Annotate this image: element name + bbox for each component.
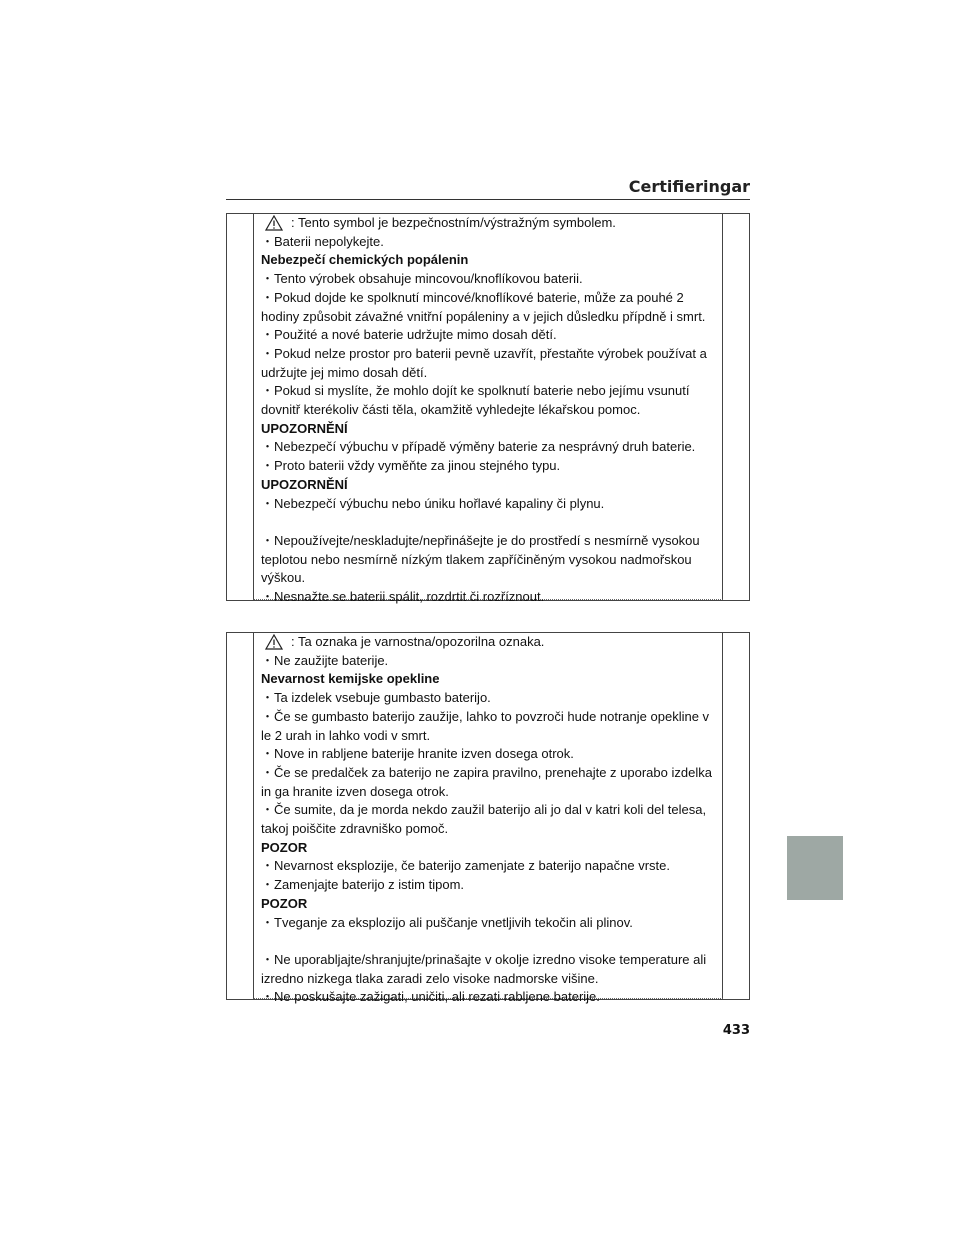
slovene-lines <box>261 652 717 1007</box>
page-number: 433 <box>722 1023 750 1038</box>
warning-line: ・Proto baterii vždy vyměňte za jinou stejného typu. <box>261 458 561 474</box>
warning-line: ・Ne zaužijte baterije. <box>261 652 389 668</box>
czech-warning-panel <box>226 213 750 605</box>
czech-warning-text <box>261 214 717 607</box>
symbol-line <box>261 214 717 233</box>
warning-line: ・Ne poskušajte zažigati, uničiti, ali rezati rabljene baterije. <box>261 989 600 1005</box>
warning-line: ・Tveganje za eksplozijo ali puščanje vnetljivih tekočin ali plinov. <box>261 914 633 930</box>
blank-line <box>261 932 717 951</box>
header-divider <box>226 199 750 200</box>
slovene-warning-panel <box>226 632 750 1005</box>
warning-line: ・Použité a nové baterie udržujte mimo dosah dětí. <box>261 327 557 343</box>
warning-line: ・Če sumite, da je morda nekdo zaužil baterijo ali jo dal v katri koli del telesa, takoj poiščite zdravniško pomoč. <box>261 802 707 837</box>
warning-line: ・Nove in rabljene baterije hranite izven dosega otrok. <box>261 746 574 762</box>
warning-triangle-icon <box>265 215 283 231</box>
warning-line: ・Nebezpečí výbuchu v případě výměny baterie za nesprávný druh baterie. <box>261 439 696 455</box>
blank-line <box>261 513 717 532</box>
warning-line: ・Nepoužívejte/neskladujte/nepřinášejte je do prostředí s nesmírně vysokou teplotou nebo nesmírně nízkým tlakem zapříčiněným vysokou nadmořskou výškou. <box>261 532 700 586</box>
warning-line: ・Ne uporabljajte/shranjujte/prinašajte v okolje izredno visoke temperature ali izredno nizkega tlaka zaradi zelo visoke nadmorske višine. <box>261 951 707 986</box>
slovene-warning-text <box>261 633 717 1007</box>
warning-line: ・Če se predalček za baterijo ne zapira pravilno, prenehajte z uporabo izdelka in ga hranite izven dosega otrok. <box>261 764 712 799</box>
warning-line: ・Pokud nelze prostor pro baterii pevně uzavřít, přestaňte výrobek používat a udržujte jej mimo dosah dětí. <box>261 345 707 380</box>
section-heading: POZOR <box>261 895 308 911</box>
symbol-line <box>261 633 717 652</box>
warning-line: ・Ta izdelek vsebuje gumbasto baterijo. <box>261 690 491 706</box>
warning-line: ・Pokud si myslíte, že mohlo dojít ke spolknutí baterie nebo jejímu vsunutí dovnitř kterékoliv části těla, okamžitě vyhledejte lékařskou pomoc. <box>261 383 690 418</box>
section-heading: Nevarnost kemijske opekline <box>261 671 440 687</box>
symbol-description: : Ta oznaka je varnostna/opozorilna oznaka. <box>291 634 545 649</box>
warning-line: ・Baterii nepolykejte. <box>261 233 384 249</box>
warning-line: ・Nebezpečí výbuchu nebo úniku hořlavé kapaliny či plynu. <box>261 495 605 511</box>
section-heading: Nebezpečí chemických popálenin <box>261 252 469 268</box>
warning-line: ・Nesnažte se baterii spálit, rozdrtit či rozříznout. <box>261 589 545 605</box>
warning-triangle-icon <box>265 634 283 650</box>
warning-line: ・Če se gumbasto baterijo zaužije, lahko to povzroči hude notranje opekline v le 2 urah in lahko vodi v smrt. <box>261 708 710 743</box>
chapter-side-tab <box>787 836 843 900</box>
symbol-description: : Tento symbol je bezpečnostním/výstražným symbolem. <box>291 215 616 230</box>
warning-line: ・Nevarnost eksplozije, če baterijo zamenjate z baterijo napačne vrste. <box>261 858 670 874</box>
section-heading: UPOZORNĚNÍ <box>261 476 348 492</box>
section-heading: POZOR <box>261 839 308 855</box>
czech-lines <box>261 233 717 607</box>
section-title: Certifieringar <box>628 177 750 196</box>
warning-line: ・Zamenjajte baterijo z istim tipom. <box>261 877 465 893</box>
warning-line: ・Pokud dojde ke spolknutí mincové/knoflíkové baterie, může za pouhé 2 hodiny způsobit závažné vnitřní popáleniny a v jejich důsledku přípdně i smrt. <box>261 289 706 324</box>
section-heading: UPOZORNĚNÍ <box>261 420 348 436</box>
warning-line: ・Tento výrobek obsahuje mincovou/knoflíkovou baterii. <box>261 271 583 287</box>
